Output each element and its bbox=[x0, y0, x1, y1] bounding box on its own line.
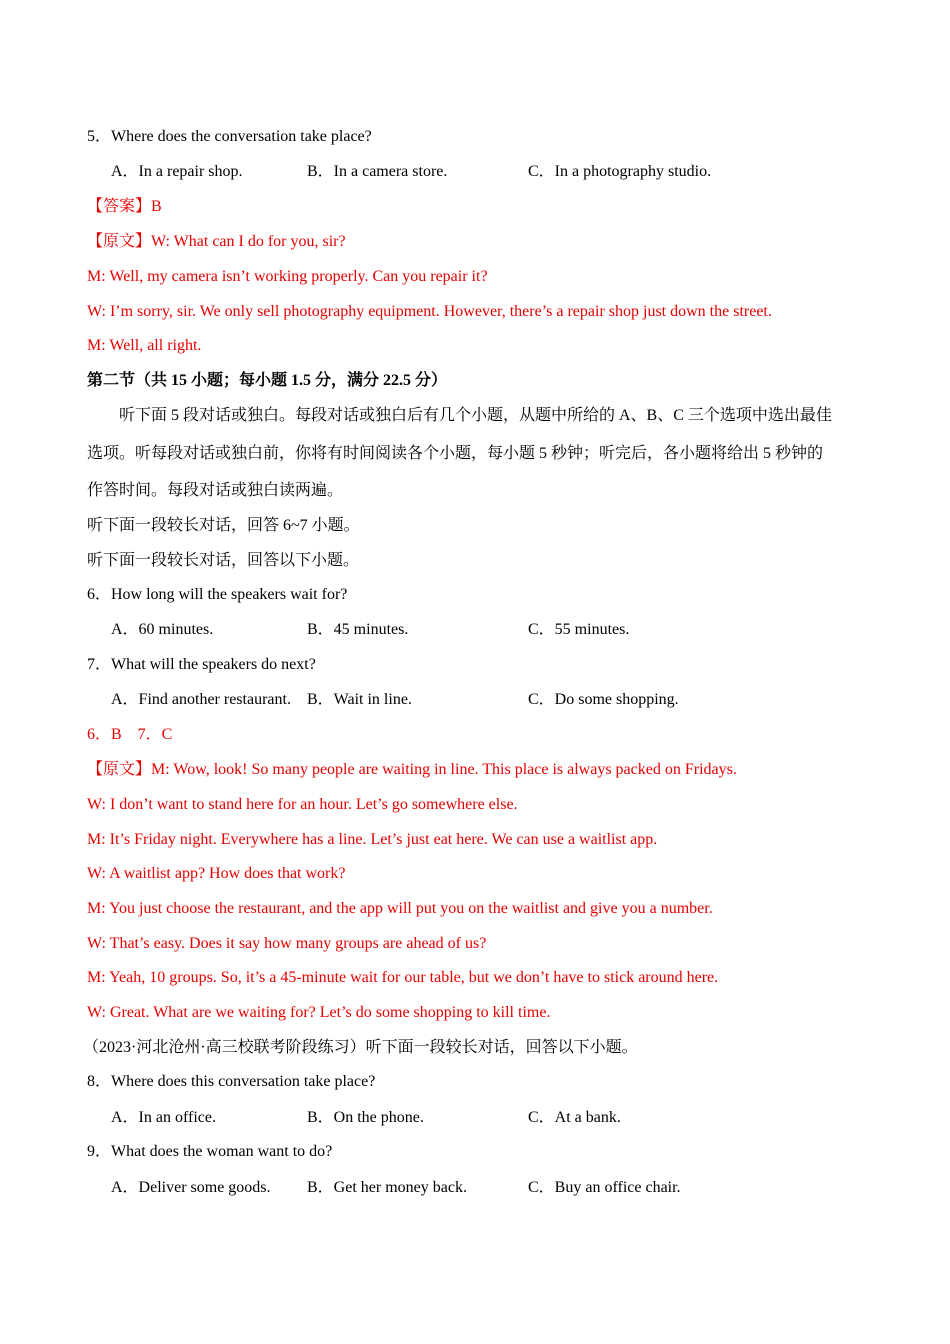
transcript-line: M: You just choose the restaurant, and the app will put you on the waitlist and give you a number. bbox=[87, 900, 713, 917]
q5-transcript-line: 【原文】W: What can I do for you, sir? bbox=[87, 233, 346, 250]
q6-option-a: A．60 minutes. bbox=[111, 621, 214, 638]
q5-transcript-line: W: I’m sorry, sir. We only sell photography equipment. However, there’s a repair shop just down the street. bbox=[87, 303, 772, 320]
question-8: 8．Where does this conversation take place? bbox=[87, 1073, 376, 1090]
question-9: 9．What does the woman want to do? bbox=[87, 1143, 333, 1160]
transcript-line: W: That’s easy. Does it say how many groups are ahead of us? bbox=[87, 935, 487, 952]
section-note: 听下面一段较长对话，回答 6~7 小题。 bbox=[87, 517, 360, 534]
question-7: 7．What will the speakers do next? bbox=[87, 656, 316, 673]
question-6: 6．How long will the speakers wait for? bbox=[87, 586, 348, 603]
q5-transcript-line: M: Well, all right. bbox=[87, 337, 202, 354]
transcript-line: W: I don’t want to stand here for an hour. Let’s go somewhere else. bbox=[87, 796, 518, 813]
q9-option-b: B．Get her money back. bbox=[307, 1179, 467, 1196]
q6-option-b: B．45 minutes. bbox=[307, 621, 409, 638]
section-instructions-line: 选项。听每段对话或独白前，你将有时间阅读各个小题，每小题 5 秒钟；听完后，各小题将给出 5 秒钟的 bbox=[87, 445, 824, 462]
source-note: （2023·河北沧州·高三校联考阶段练习）听下面一段较长对话，回答以下小题。 bbox=[83, 1039, 638, 1056]
section-note: 听下面一段较长对话，回答以下小题。 bbox=[87, 552, 360, 569]
q8-option-a: A．In an office. bbox=[111, 1109, 217, 1126]
q7-option-c: C．Do some shopping. bbox=[528, 691, 679, 708]
transcript-line: W: Great. What are we waiting for? Let’s do some shopping to kill time. bbox=[87, 1004, 551, 1021]
section-instructions-line: 作答时间。每段对话或独白读两遍。 bbox=[87, 482, 344, 499]
transcript-line: W: A waitlist app? How does that work? bbox=[87, 865, 346, 882]
q5-option-a: A．In a repair shop. bbox=[111, 163, 243, 180]
transcript-line: M: Yeah, 10 groups. So, it’s a 45-minute wait for our table, but we don’t have to stick around here. bbox=[87, 969, 719, 986]
q5-option-b: B．In a camera store. bbox=[307, 163, 448, 180]
q5-transcript-line: M: Well, my camera isn’t working properly. Can you repair it? bbox=[87, 268, 488, 285]
section-heading: 第二节（共 15 小题；每小题 1.5 分，满分 22.5 分） bbox=[87, 372, 448, 389]
q5-answer: 【答案】B bbox=[87, 198, 162, 215]
section-instructions-line: 听下面 5 段对话或独白。每段对话或独白后有几个小题，从题中所给的 A、B、C 三个选项中选出最佳 bbox=[119, 407, 832, 424]
q5-option-c: C．In a photography studio. bbox=[528, 163, 712, 180]
answers-6-7: 6．B 7．C bbox=[87, 726, 173, 743]
q7-option-a: A．Find another restaurant. bbox=[111, 691, 291, 708]
q6-option-c: C．55 minutes. bbox=[528, 621, 630, 638]
q9-option-a: A．Deliver some goods. bbox=[111, 1179, 271, 1196]
question-5: 5．Where does the conversation take place? bbox=[87, 128, 372, 145]
q8-option-b: B．On the phone. bbox=[307, 1109, 424, 1126]
q7-option-b: B．Wait in line. bbox=[307, 691, 412, 708]
q9-option-c: C．Buy an office chair. bbox=[528, 1179, 681, 1196]
transcript-line: 【原文】M: Wow, look! So many people are waiting in line. This place is always packed on Fridays. bbox=[87, 761, 737, 778]
q8-option-c: C．At a bank. bbox=[528, 1109, 621, 1126]
transcript-line: M: It’s Friday night. Everywhere has a line. Let’s just eat here. We can use a waitlist app. bbox=[87, 831, 658, 848]
